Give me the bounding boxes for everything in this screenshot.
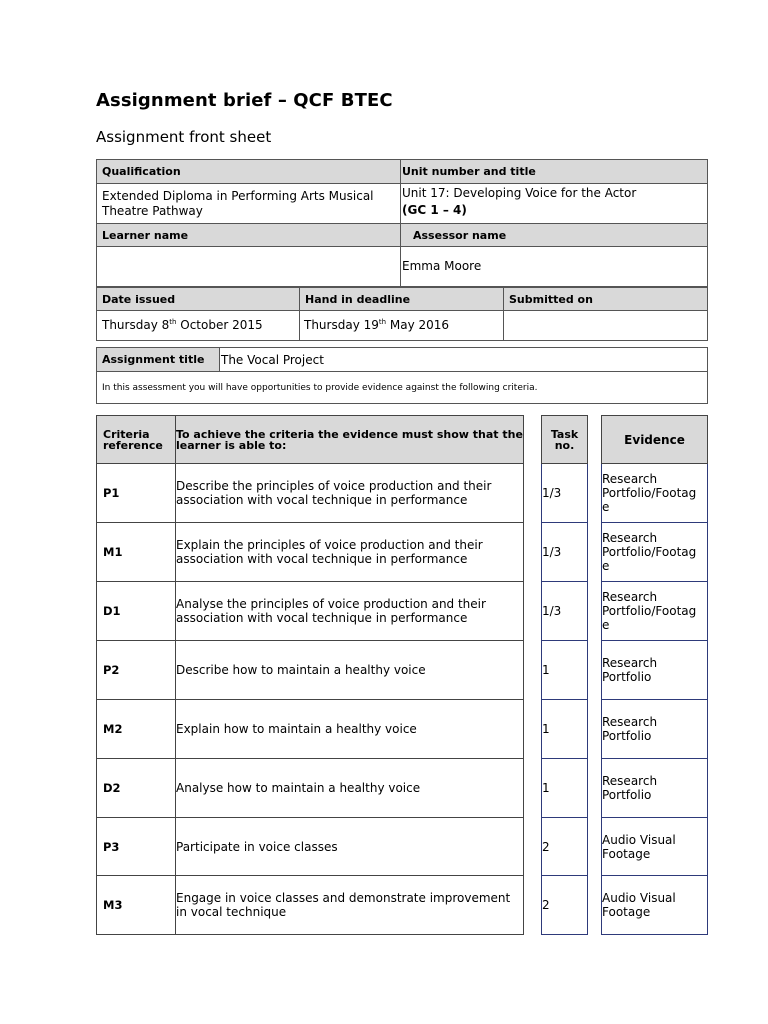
qualification-header: Qualification xyxy=(97,160,401,184)
deadline-cell xyxy=(300,311,504,341)
evidence-value: Research Portfolio/Footag e xyxy=(602,523,708,582)
qualification-value: Extended Diploma in Performing Arts Musical Theatre Pathway xyxy=(102,189,374,218)
criteria-description: Analyse the principles of voice production and their association with vocal technique in performance xyxy=(176,582,524,641)
submitted-on-header: Submitted on xyxy=(504,288,708,311)
criteria-description: Engage in voice classes and demonstrate improvement in vocal technique xyxy=(176,876,524,935)
date-issued-cell xyxy=(97,311,300,341)
deadline-header: Hand in deadline xyxy=(300,288,504,311)
evidence-table xyxy=(601,415,708,935)
document-title: Assignment brief – QCF BTEC xyxy=(96,90,393,111)
task-number: 1 xyxy=(542,759,588,818)
evidence-value: Research Portfolio/Footag e xyxy=(602,582,708,641)
criteria-ref: M1 xyxy=(97,523,176,582)
deadline-value: Thursday 19th May 2016 xyxy=(304,318,450,332)
criteria-description: Participate in voice classes xyxy=(176,818,524,876)
assignment-title-table xyxy=(96,347,708,404)
table-row xyxy=(97,523,524,582)
criteria-ref: P1 xyxy=(97,464,176,523)
qualification-cell xyxy=(97,184,401,224)
date-issued-value: Thursday 8th October 2015 xyxy=(102,318,263,332)
table-row xyxy=(97,582,524,641)
evidence-value: Research Portfolio xyxy=(602,759,708,818)
evidence-header: Evidence xyxy=(602,416,708,464)
assessment-note: In this assessment you will have opportunities to provide evidence against the following criteria. xyxy=(102,382,538,393)
evidence-value: Research Portfolio/Footag e xyxy=(602,464,708,523)
evidence-value: Research Portfolio xyxy=(602,700,708,759)
criteria-ref: M3 xyxy=(97,876,176,935)
table-row xyxy=(97,700,524,759)
learner-name-cell xyxy=(97,247,401,287)
task-header: Task no. xyxy=(542,416,588,464)
criteria-description: Analyse how to maintain a healthy voice xyxy=(176,759,524,818)
criteria-description: Describe the principles of voice production and their association with vocal technique in performance xyxy=(176,464,524,523)
table-row xyxy=(97,464,524,523)
unit-header: Unit number and title xyxy=(401,160,708,184)
date-issued-header: Date issued xyxy=(97,288,300,311)
criteria-ref: D1 xyxy=(97,582,176,641)
task-number: 1/3 xyxy=(542,582,588,641)
task-number: 1/3 xyxy=(542,464,588,523)
table-row xyxy=(97,818,524,876)
unit-cell xyxy=(401,184,708,224)
submitted-on-cell xyxy=(504,311,708,341)
learner-name-header: Learner name xyxy=(97,224,401,247)
table-row xyxy=(97,759,524,818)
front-sheet-table xyxy=(96,159,708,287)
criteria-ref: P3 xyxy=(97,818,176,876)
criteria-description-header: To achieve the criteria the evidence must show that the learner is able to: xyxy=(176,416,524,464)
criteria-description: Explain how to maintain a healthy voice xyxy=(176,700,524,759)
table-row xyxy=(97,876,524,935)
dates-table xyxy=(96,287,708,341)
unit-value: Unit 17: Developing Voice for the Actor xyxy=(402,186,637,200)
evidence-value: Audio Visual Footage xyxy=(602,876,708,935)
assessor-name-value: Emma Moore xyxy=(402,259,482,273)
criteria-ref: M2 xyxy=(97,700,176,759)
task-table xyxy=(541,415,588,935)
document-subtitle: Assignment front sheet xyxy=(96,128,272,146)
task-number: 1/3 xyxy=(542,523,588,582)
task-number: 2 xyxy=(542,818,588,876)
task-number: 1 xyxy=(542,700,588,759)
assessor-name-cell xyxy=(401,247,708,287)
evidence-value: Audio Visual Footage xyxy=(602,818,708,876)
criteria-table xyxy=(96,415,524,935)
assessment-note-cell xyxy=(97,372,708,404)
criteria-ref: D2 xyxy=(97,759,176,818)
assignment-title-header: Assignment title xyxy=(97,348,220,372)
unit-gc-value: (GC 1 – 4) xyxy=(402,203,467,217)
task-number: 2 xyxy=(542,876,588,935)
table-row xyxy=(97,641,524,700)
assessor-name-header: Assessor name xyxy=(401,224,708,247)
assignment-title-value: The Vocal Project xyxy=(221,352,324,367)
criteria-reference-header: Criteria reference xyxy=(97,416,176,464)
criteria-description: Describe how to maintain a healthy voice xyxy=(176,641,524,700)
assignment-title-cell xyxy=(220,348,708,372)
criteria-description: Explain the principles of voice production and their association with vocal technique in performance xyxy=(176,523,524,582)
evidence-value: Research Portfolio xyxy=(602,641,708,700)
criteria-ref: P2 xyxy=(97,641,176,700)
task-number: 1 xyxy=(542,641,588,700)
